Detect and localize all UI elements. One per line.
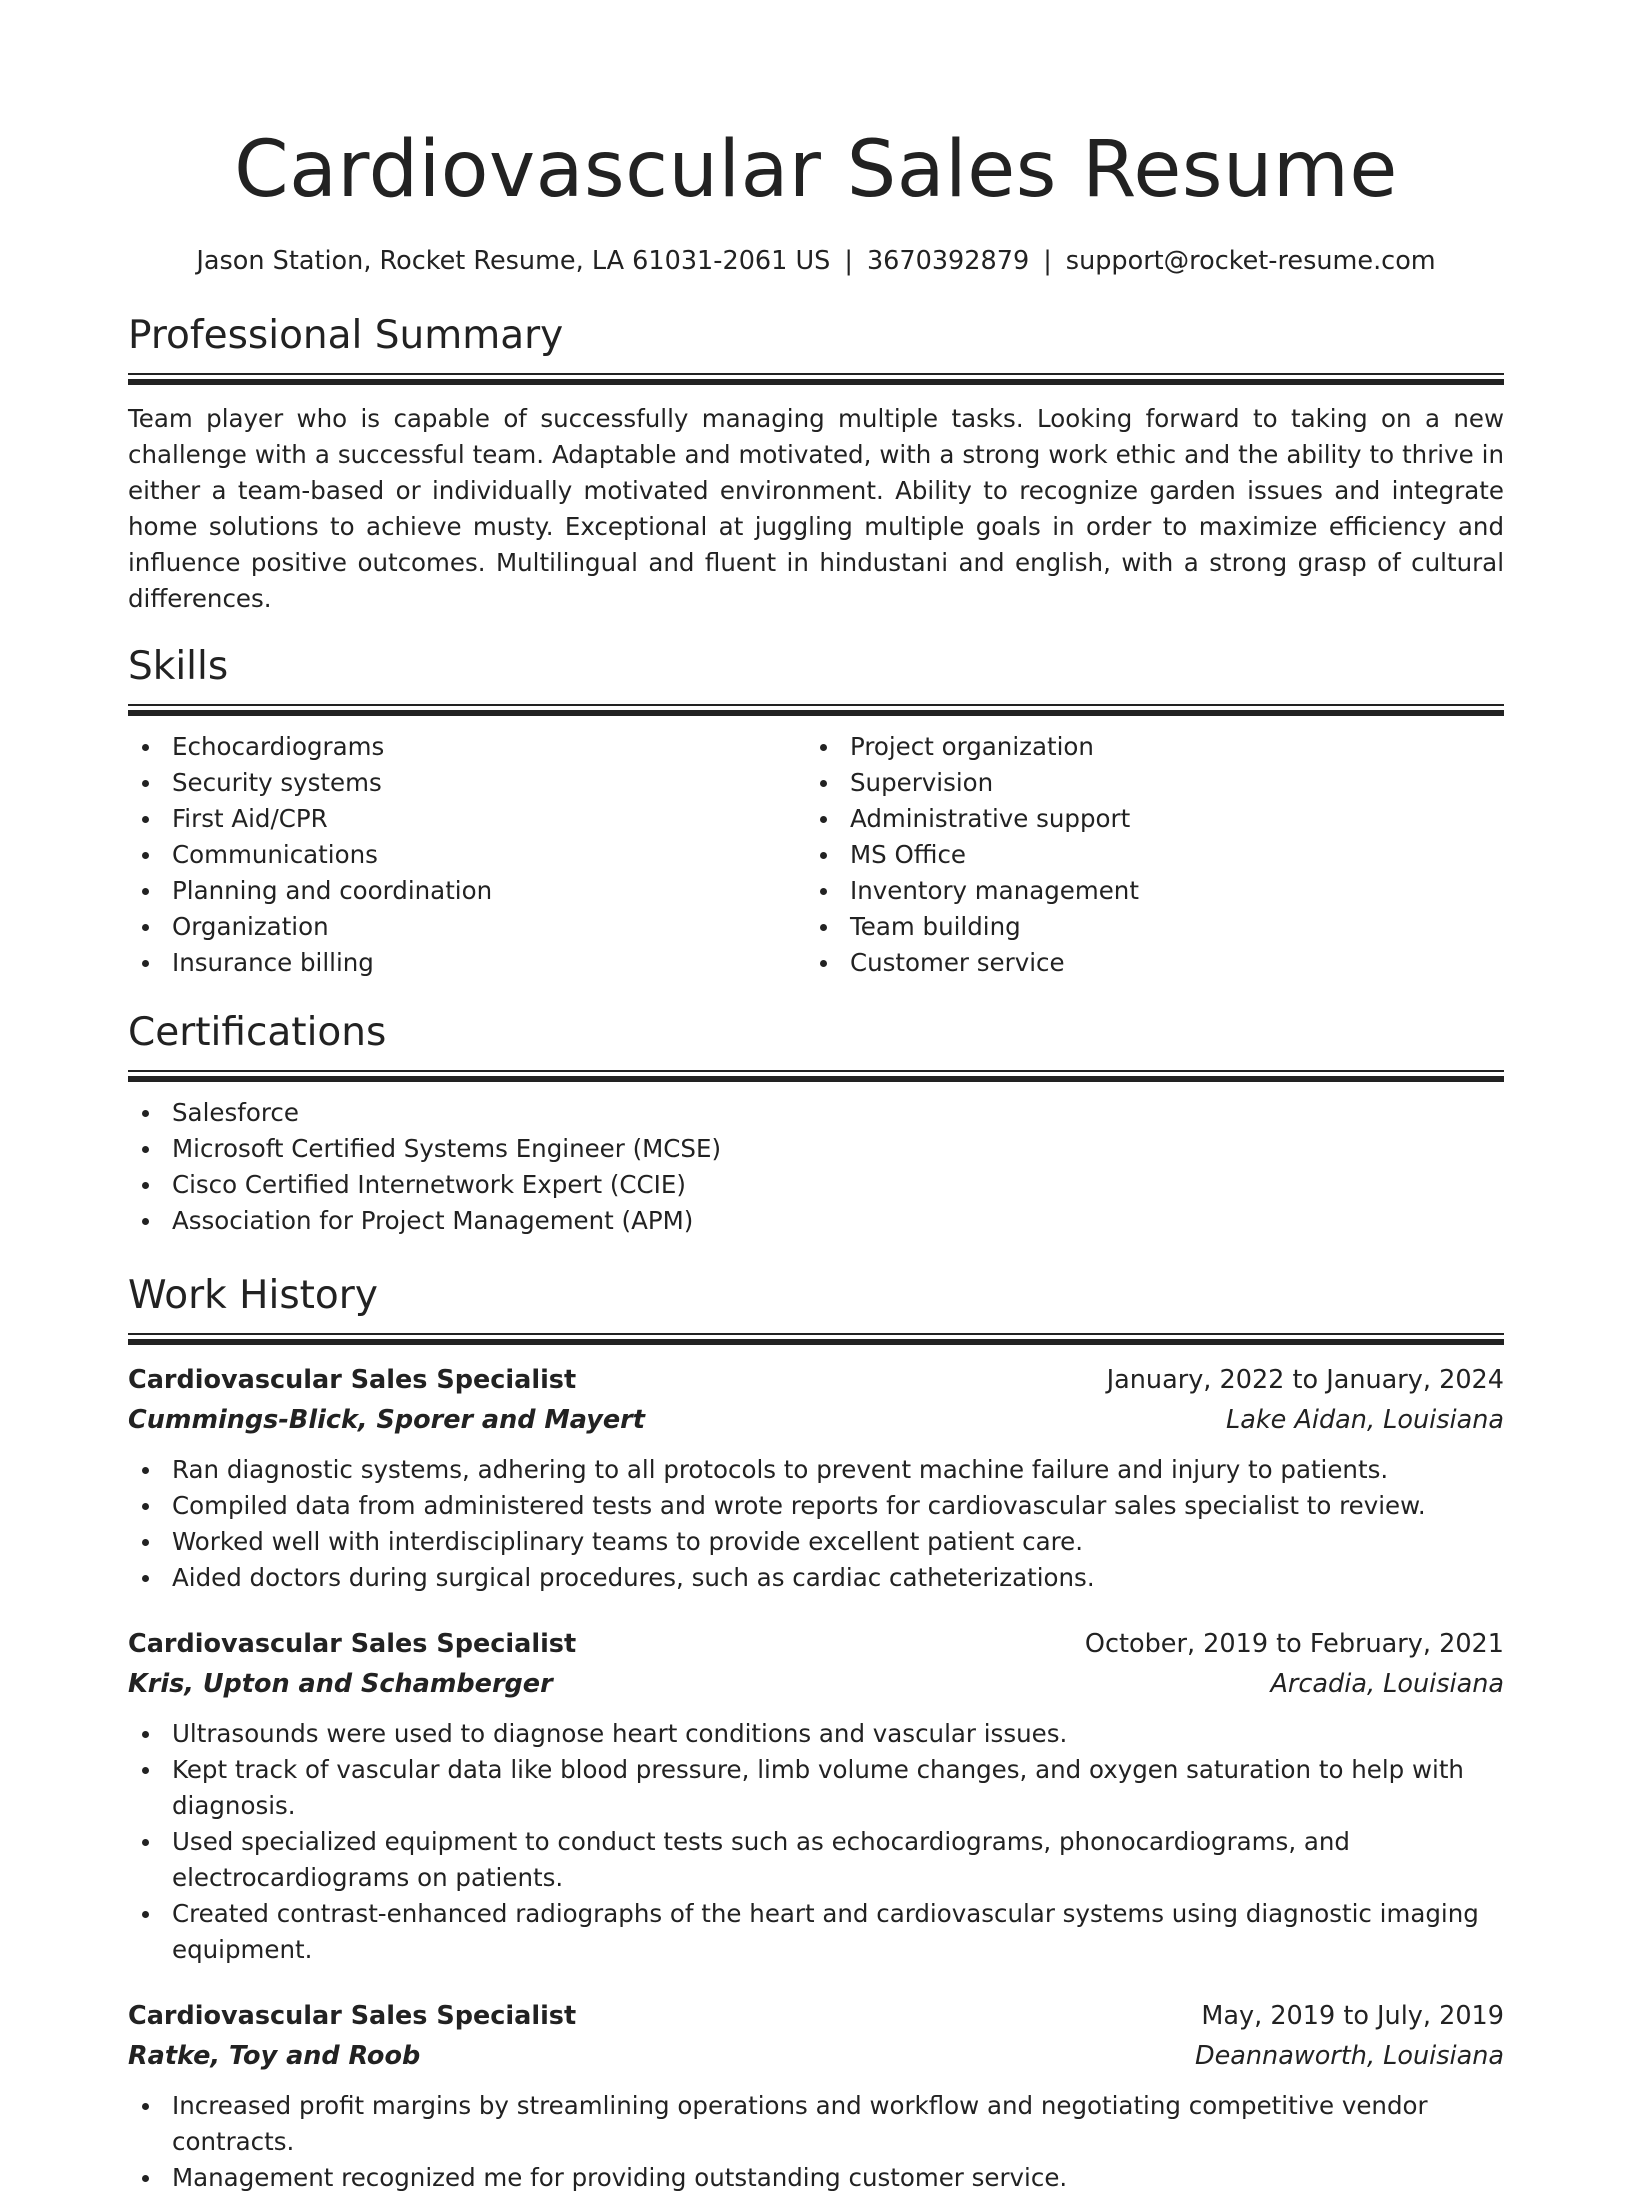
job-bullets — [128, 2088, 1504, 2196]
skill-item: Customer service — [806, 945, 1484, 981]
page-title: Cardiovascular Sales Resume — [234, 125, 1398, 215]
summary-text: Team player who is capable of successfully managing multiple tasks. Looking forward to taking on a new challenge with a successful team. Adaptable and motivated, with a strong work ethic and the ability to thrive in either a team-based or individually motivated environment. Ability to recognize garden issues and integrate home solutions to achieve musty. Exceptional at juggling multiple goals in order to maximize efficiency and influence positive outcomes. Multilingual and fluent in hindustani and english, with a strong grasp of cultural differences. — [128, 404, 1504, 613]
job-company: Kris, Upton and Schamberger — [128, 1669, 553, 1699]
section-heading-skills: Skills — [128, 644, 229, 689]
job-location: Deannaworth, Louisiana — [1194, 2041, 1504, 2071]
skill-item: Project organization — [806, 729, 1484, 765]
job-header-row — [128, 1624, 1504, 1664]
contact-separator: | — [844, 246, 853, 276]
job-header-row — [128, 1996, 1504, 2036]
contact-line — [128, 244, 1504, 278]
job-bullet: Kept track of vascular data like blood pressure, limb volume changes, and oxygen saturation to help with diagnosis. — [128, 1752, 1504, 1824]
certifications-section — [128, 1009, 1504, 1239]
job-bullet: Worked well with interdisciplinary teams to provide excellent patient care. — [128, 1524, 1504, 1560]
section-heading-work-history: Work History — [128, 1273, 378, 1318]
section-divider — [128, 1333, 1504, 1344]
job-bullet: Compiled data from administered tests and wrote reports for cardiovascular sales specialist to review. — [128, 1488, 1504, 1524]
job-entry — [128, 1360, 1504, 1596]
job-bullet: Management recognized me for providing outstanding customer service. — [128, 2160, 1504, 2196]
contact-address: Jason Station, Rocket Resume, LA 61031-2061 US — [196, 246, 831, 276]
job-header-row — [128, 1360, 1504, 1400]
certification-item: Cisco Certified Internetwork Expert (CCIE) — [128, 1167, 1504, 1203]
work-history-section — [128, 1272, 1504, 2196]
skill-item: Organization — [128, 909, 806, 945]
certification-item: Association for Project Management (APM) — [128, 1203, 1504, 1239]
job-subheader-row — [128, 1664, 1504, 1704]
job-entry — [128, 1996, 1504, 2196]
section-divider — [128, 373, 1504, 384]
skill-item: Insurance billing — [128, 945, 806, 981]
skill-item: First Aid/CPR — [128, 801, 806, 837]
job-bullets — [128, 1452, 1504, 1596]
skills-section — [128, 643, 1504, 981]
skill-item: Planning and coordination — [128, 873, 806, 909]
job-entry — [128, 1624, 1504, 1968]
skill-item: Team building — [806, 909, 1484, 945]
job-subheader-row — [128, 1400, 1504, 1440]
section-heading-summary: Professional Summary — [128, 313, 564, 358]
skills-column-right — [806, 729, 1484, 981]
contact-separator: | — [1043, 246, 1052, 276]
skills-grid — [128, 729, 1504, 981]
skill-item: Communications — [128, 837, 806, 873]
job-company: Ratke, Toy and Roob — [128, 2041, 421, 2071]
section-divider — [128, 1070, 1504, 1081]
certifications-list — [128, 1095, 1504, 1239]
certification-item: Microsoft Certified Systems Engineer (MCSE) — [128, 1131, 1504, 1167]
resume-page — [128, 0, 1504, 2196]
job-title: Cardiovascular Sales Specialist — [128, 1365, 577, 1395]
summary-section — [128, 312, 1504, 617]
skill-item: Echocardiograms — [128, 729, 806, 765]
skill-item: Security systems — [128, 765, 806, 801]
job-company: Cummings-Blick, Sporer and Mayert — [128, 1405, 645, 1435]
job-bullet: Used specialized equipment to conduct tests such as echocardiograms, phonocardiograms, and electrocardiograms on patients. — [128, 1824, 1504, 1896]
job-title: Cardiovascular Sales Specialist — [128, 2001, 577, 2031]
job-bullet: Created contrast-enhanced radiographs of the heart and cardiovascular systems using diagnostic imaging equipment. — [128, 1896, 1504, 1968]
skills-column-left — [128, 729, 806, 981]
skill-item: Administrative support — [806, 801, 1484, 837]
job-bullet: Ran diagnostic systems, adhering to all protocols to prevent machine failure and injury to patients. — [128, 1452, 1504, 1488]
contact-phone: 3670392879 — [866, 246, 1030, 276]
job-bullet: Aided doctors during surgical procedures, such as cardiac catheterizations. — [128, 1560, 1504, 1596]
job-bullet: Increased profit margins by streamlining operations and workflow and negotiating competitive vendor contracts. — [128, 2088, 1504, 2160]
skill-item: Inventory management — [806, 873, 1484, 909]
job-location: Arcadia, Louisiana — [1270, 1669, 1504, 1699]
job-subheader-row — [128, 2036, 1504, 2076]
job-dates: May, 2019 to July, 2019 — [1201, 2001, 1504, 2031]
section-divider — [128, 704, 1504, 715]
job-title: Cardiovascular Sales Specialist — [128, 1629, 577, 1659]
section-heading-certifications: Certifications — [128, 1010, 387, 1055]
job-bullets — [128, 1716, 1504, 1968]
contact-email: support@rocket-resume.com — [1065, 246, 1436, 276]
skill-item: MS Office — [806, 837, 1484, 873]
certification-item: Salesforce — [128, 1095, 1504, 1131]
job-bullet: Ultrasounds were used to diagnose heart conditions and vascular issues. — [128, 1716, 1504, 1752]
skill-item: Supervision — [806, 765, 1484, 801]
job-dates: January, 2022 to January, 2024 — [1106, 1365, 1504, 1395]
job-location: Lake Aidan, Louisiana — [1226, 1405, 1504, 1435]
job-dates: October, 2019 to February, 2021 — [1084, 1629, 1504, 1659]
